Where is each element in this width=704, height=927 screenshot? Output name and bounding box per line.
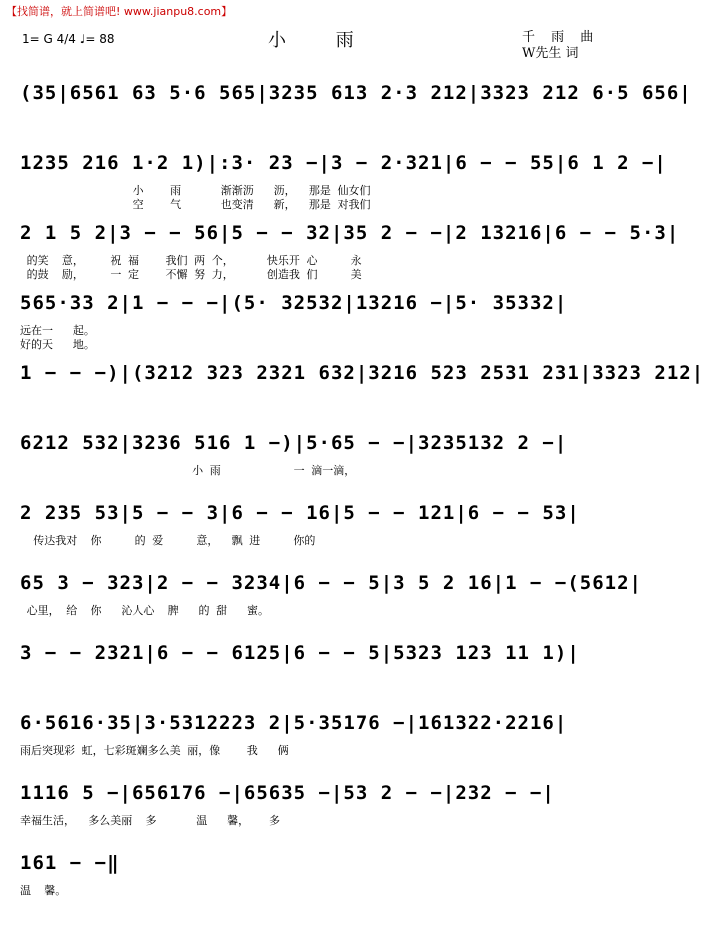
lyrics-line-2: 好的天 地。: [20, 338, 95, 351]
notation-line: 1116 5 −|656176 −|65635 −|53 2 − −|232 − −|: [20, 782, 555, 804]
lyrics-line-2: 的鼓 励， 一 定 不懈 努 力， 创造我 们 美: [20, 268, 362, 281]
lyrics-line-1: 的笑 意， 祝 福 我们 两 个， 快乐开 心 永: [20, 254, 362, 267]
lyrics-line-1: 幸福生活， 多么美丽 多 温 馨， 多: [20, 814, 280, 827]
score-system-1: [20, 82, 692, 157]
lyricist-credit: W先生 词: [522, 46, 579, 61]
notation-line: 1235 216 1·2 1)|:3· 23 −|3 − 2·321|6 − − 55|6 1 2 −|: [20, 152, 667, 174]
score-system-8: [20, 572, 642, 647]
notation-line: 65 3 − 323|2 − − 3234|6 − − 5|3 5 2 16|1 − −(5612|: [20, 572, 642, 594]
notation-line: 6·5616·35|3·5312223 2|5·35176 −|161322·2216|: [20, 712, 568, 734]
site-watermark: 【找简谱，就上简谱吧! www.jianpu8.com】: [6, 5, 233, 18]
composer-credit: 千 雨 曲: [522, 30, 600, 45]
notation-line: 2 235 53|5 − − 3|6 − − 16|5 − − 121|6 − − 53|: [20, 502, 580, 524]
notation-line: 3 − − 2321|6 − − 6125|6 − − 5|5323 123 11 1)|: [20, 642, 580, 664]
notation-line: 161 − −‖: [20, 852, 120, 874]
key-tempo-signature: 1= G 4/4 ♩= 88: [22, 32, 115, 46]
score-system-3: [20, 222, 680, 297]
lyrics-line-1: 温 馨。: [20, 884, 67, 897]
song-title: 小 雨: [268, 30, 376, 51]
notation-line: 1 − − −)|(3212 323 2321 632|3216 523 2531 231|3323 212|: [20, 362, 704, 384]
score-system-10: [20, 712, 622, 787]
score-system-6: [20, 432, 622, 507]
notation-line: 565·33 2|1 − − −|(5· 32532|13216 −|5· 35332|: [20, 292, 568, 314]
lyrics-line-1: 雨后突现彩 虹，七彩斑斓多么美 丽，像 我 俩: [20, 744, 289, 757]
lyrics-line-1: 传达我对 你 的 爱 意， 飘 进 你的: [20, 534, 316, 547]
lyrics-line-2: 空 气 也变清 新， 那是 对我们: [20, 198, 371, 211]
score-system-2: [20, 152, 667, 227]
lyrics-line-1: 心里， 给 你 沁人心 脾 的 甜 蜜。: [20, 604, 269, 617]
score-system-11: [20, 782, 622, 857]
notation-line: 2 1 5 2|3 − − 56|5 − − 32|35 2 − −|2 13216|6 − − 5·3|: [20, 222, 680, 244]
lyrics-line-1: 小 雨 一 滴一滴，: [20, 464, 356, 477]
score-system-4: [20, 292, 622, 367]
notation-line: (35|6561 63 5·6 565|3235 613 2·3 212|3323 212 6·5 656|: [20, 82, 692, 104]
score-system-12: [20, 852, 622, 927]
lyrics-line-1: 小 雨 渐渐沥 沥， 那是 仙女们: [20, 184, 371, 197]
score-system-7: [20, 502, 622, 577]
notation-line: 6212 532|3236 516 1 −)|5·65 − −|3235132 2 −|: [20, 432, 568, 454]
lyrics-line-1: 远在一 起。: [20, 324, 95, 337]
score-system-9: [20, 642, 622, 717]
score-system-5: [20, 362, 704, 437]
